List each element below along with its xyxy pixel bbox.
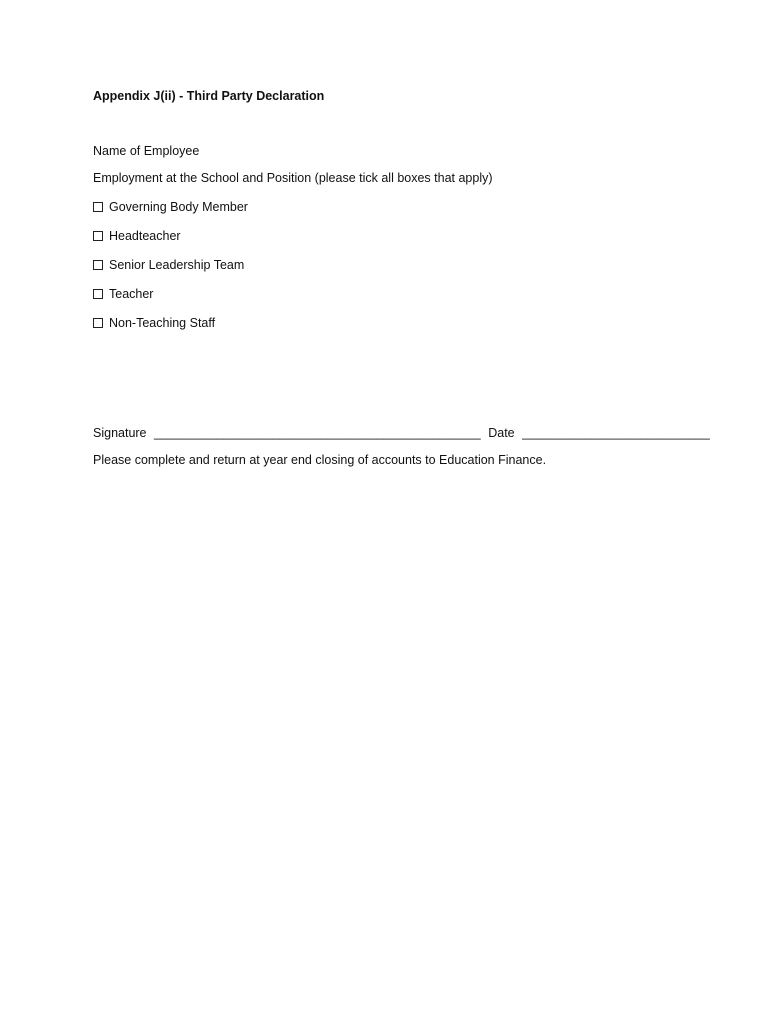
checkbox-icon[interactable] (93, 231, 103, 241)
signature-line[interactable]: _______________________________________________ (154, 426, 481, 440)
option-label: Non-Teaching Staff (109, 316, 216, 330)
option-label: Governing Body Member (109, 200, 248, 214)
checkbox-icon[interactable] (93, 202, 103, 212)
checkbox-icon[interactable] (93, 260, 103, 270)
return-instructions: Please complete and return at year end closing of accounts to Education Finance. (93, 453, 547, 467)
option-label: Headteacher (109, 229, 181, 243)
employment-position-label: Employment at the School and Position (please tick all boxes that apply) (93, 171, 493, 185)
signature-label: Signature (93, 426, 147, 440)
option-headteacher[interactable] (93, 228, 181, 244)
checkbox-icon[interactable] (93, 289, 103, 299)
date-label: Date (488, 426, 515, 440)
option-senior-leadership-team[interactable] (93, 257, 244, 273)
employee-name-label: Name of Employee (93, 144, 200, 158)
option-governing-body-member[interactable] (93, 199, 248, 215)
checkbox-icon[interactable] (93, 318, 103, 328)
document-title: Appendix J(ii) - Third Party Declaration (93, 89, 325, 103)
option-non-teaching-staff[interactable] (93, 315, 215, 331)
option-label: Senior Leadership Team (109, 258, 245, 272)
option-teacher[interactable] (93, 286, 153, 302)
signature-date-row (93, 425, 710, 441)
date-line[interactable]: ___________________________ (522, 426, 710, 440)
option-label: Teacher (109, 287, 154, 301)
